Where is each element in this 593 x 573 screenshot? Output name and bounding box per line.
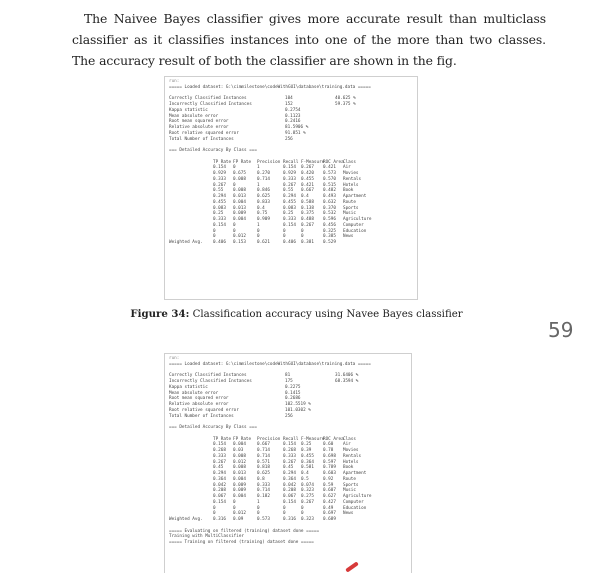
- summary-label: Root mean squared error: [169, 396, 229, 402]
- table-cell: 0.008: [233, 453, 246, 459]
- table-cell: 1: [257, 165, 260, 171]
- summary-value: 0.2686: [285, 396, 301, 402]
- summary-label: Incorrectly Classified Instances: [169, 379, 252, 384]
- summary-value: 101.0302 %: [285, 407, 311, 413]
- table-cell: 0: [213, 511, 216, 517]
- table-cell: 0: [283, 511, 286, 517]
- summary-label: Correctly Classified Instances: [169, 373, 247, 379]
- footer-line: ===== Training on filtered (training) dataset done =====: [169, 540, 314, 545]
- table-cell: 0.75: [257, 211, 268, 217]
- table-cell: 0.154: [283, 442, 296, 448]
- loaded-dataset-line: ===== Loaded dataset: G:\cimmilestone\codeWithGUI\database\training.data =====: [169, 84, 371, 90]
- table-cell: Agriculture: [343, 217, 372, 222]
- table-cell: 0.323: [301, 488, 314, 494]
- table-cell: 0.833: [257, 199, 270, 205]
- weighted-avg-cell: 0.316: [213, 517, 226, 522]
- table-cell: Hotels: [343, 459, 359, 465]
- table-cell: 0: [301, 228, 304, 234]
- column-header: F-Measure: [301, 159, 325, 165]
- table-cell: 0.154: [283, 499, 296, 505]
- column-header: FP Rate: [233, 159, 252, 165]
- table-cell: 0.154: [213, 442, 226, 448]
- table-cell: 0.597: [323, 459, 336, 465]
- table-cell: 1: [257, 499, 260, 505]
- weighted-avg-cell: 0.153: [233, 240, 246, 245]
- summary-label: Mean absolute error: [169, 113, 219, 119]
- table-cell: 0.267: [301, 222, 314, 228]
- table-cell: 0.012: [233, 459, 246, 465]
- table-cell: 0.009: [233, 211, 246, 217]
- table-cell: 0.4: [301, 194, 309, 199]
- table-cell: 0: [257, 234, 260, 240]
- table-cell: 0.154: [213, 222, 226, 228]
- table-cell: 0.55: [213, 188, 224, 194]
- summary-value: 0.1415: [285, 390, 301, 396]
- table-cell: 0.818: [257, 465, 270, 471]
- summary-value: 175: [285, 379, 293, 384]
- table-cell: Route: [343, 476, 356, 482]
- table-cell: 0.364: [301, 459, 314, 465]
- column-header: ROC Area: [323, 436, 344, 442]
- column-header: Class: [343, 159, 356, 165]
- table-cell: 0.268: [213, 448, 226, 453]
- summary-label: Incorrectly Classified Instances: [169, 102, 252, 107]
- column-header: TP Rate: [213, 436, 232, 442]
- table-cell: 0: [213, 228, 216, 234]
- table-cell: 0: [283, 234, 286, 240]
- column-header: Precision: [257, 436, 281, 442]
- footer-line: ===== Evaluating on filtered (training) dataset done =====: [169, 528, 320, 534]
- table-cell: 0.625: [257, 194, 270, 199]
- table-cell: 0.698: [323, 453, 336, 459]
- summary-label: Mean absolute error: [169, 390, 219, 396]
- table-cell: 0.909: [257, 217, 270, 222]
- table-cell: 0.364: [283, 476, 296, 482]
- table-cell: 0.493: [323, 194, 336, 199]
- table-cell: 0.581: [301, 465, 314, 471]
- table-cell: 0.929: [283, 171, 296, 176]
- column-header: Class: [343, 436, 356, 442]
- summary-value: 81.5906 %: [285, 125, 309, 130]
- table-cell: 0: [283, 505, 286, 511]
- table-cell: 0.008: [233, 465, 246, 471]
- table-cell: 0.004: [233, 442, 246, 448]
- table-cell: 0.92: [323, 476, 334, 482]
- table-cell: 0.013: [233, 194, 246, 199]
- table-cell: 1: [257, 222, 260, 228]
- table-cell: 0.675: [233, 171, 246, 176]
- table-cell: Music: [343, 488, 356, 494]
- summary-label: Root mean squared error: [169, 119, 229, 125]
- table-cell: 0.427: [323, 499, 336, 505]
- weighted-avg-cell: 0.323: [301, 517, 314, 522]
- weighted-avg-cell: 0.381: [301, 240, 314, 245]
- summary-label: Root relative squared error: [169, 407, 239, 413]
- table-cell: Apartment: [343, 471, 367, 476]
- table-cell: 0.25: [301, 442, 312, 448]
- table-cell: 0.714: [257, 448, 270, 453]
- table-cell: 0.455: [213, 199, 226, 205]
- summary-label: Kappa statistic: [169, 107, 208, 113]
- table-cell: 0.333: [257, 482, 270, 488]
- table-cell: 0.714: [257, 488, 270, 494]
- table-cell: Air: [343, 442, 351, 448]
- summary-percent: 68.3594 %: [335, 379, 359, 384]
- table-cell: 0.294: [283, 471, 296, 476]
- summary-value: 256: [285, 413, 293, 419]
- detail-title: === Detailed Accuracy By Class ===: [169, 425, 257, 430]
- table-cell: Computer: [343, 222, 364, 228]
- table-cell: 0.294: [283, 194, 296, 199]
- table-cell: Air: [343, 165, 351, 171]
- weka-output-screenshot-naive-bayes: [164, 76, 418, 300]
- table-cell: Computer: [343, 499, 364, 505]
- column-header: ROC Area: [323, 159, 344, 165]
- column-header: TP Rate: [213, 159, 232, 165]
- summary-value: 0.2754: [285, 107, 301, 113]
- weighted-avg-cell: 0.621: [257, 240, 270, 245]
- table-cell: 0.182: [257, 494, 270, 499]
- table-cell: 0.603: [323, 471, 336, 476]
- table-cell: 0.333: [213, 453, 226, 459]
- table-cell: 0: [257, 505, 260, 511]
- table-cell: 0.697: [323, 511, 336, 517]
- table-cell: 0.154: [283, 222, 296, 228]
- table-cell: 0.714: [257, 453, 270, 459]
- table-cell: 0.607: [323, 488, 336, 494]
- table-cell: 0.270: [257, 171, 270, 176]
- weighted-avg-cell: 0.529: [323, 240, 336, 245]
- column-header: Recall: [283, 436, 299, 442]
- table-cell: 0.004: [233, 199, 246, 205]
- weka-output-screenshot-multiclass: [164, 353, 412, 573]
- summary-value: 0.2275: [285, 384, 301, 390]
- table-cell: 0.570: [323, 176, 336, 182]
- column-header: Recall: [283, 159, 299, 165]
- table-cell: Sports: [343, 482, 359, 488]
- table-cell: 0.294: [213, 471, 226, 476]
- table-cell: 0.455: [301, 453, 314, 459]
- table-cell: Education: [343, 228, 367, 234]
- table-cell: 0.632: [323, 199, 336, 205]
- summary-value: 91.851 %: [285, 130, 306, 136]
- table-cell: Hotels: [343, 182, 359, 188]
- table-cell: Movies: [343, 171, 359, 176]
- summary-value: 152: [285, 102, 293, 107]
- table-cell: 0.333: [213, 217, 226, 222]
- table-cell: 0.154: [213, 499, 226, 505]
- table-cell: 0.596: [323, 217, 336, 222]
- table-cell: 0.013: [233, 205, 246, 211]
- table-cell: 0.267: [301, 165, 314, 171]
- table-cell: 0.929: [213, 171, 226, 176]
- table-cell: 0.138: [301, 205, 314, 211]
- summary-label: Total Number of Instances: [169, 413, 234, 419]
- table-cell: 0.455: [301, 176, 314, 182]
- table-cell: 0: [233, 182, 236, 188]
- table-cell: 0.370: [323, 205, 336, 211]
- table-cell: 0: [301, 234, 304, 240]
- table-cell: 0.333: [283, 453, 296, 459]
- table-cell: 0.421: [301, 182, 314, 188]
- table-cell: 0.013: [233, 471, 246, 476]
- table-cell: 0.573: [323, 171, 336, 176]
- table-cell: 0.042: [213, 482, 226, 488]
- table-cell: 0.375: [301, 211, 314, 217]
- detail-title: === Detailed Accuracy By Class ===: [169, 148, 257, 153]
- summary-label: Correctly Classified Instances: [169, 96, 247, 102]
- table-cell: 0.267: [283, 182, 296, 188]
- table-cell: 0: [213, 505, 216, 511]
- table-cell: 0.268: [283, 448, 296, 453]
- weighted-avg-cell: 0.406: [213, 240, 226, 245]
- table-cell: 0.488: [301, 217, 314, 222]
- table-cell: 0.03: [233, 448, 244, 453]
- table-cell: Music: [343, 211, 356, 217]
- table-cell: 0.846: [257, 188, 270, 194]
- table-cell: Rentals: [343, 176, 362, 182]
- loaded-dataset-line: ===== Loaded dataset: G:\cimmilestone\codeWithGUI\database\training.data =====: [169, 361, 371, 367]
- body-paragraph: The Naivee Bayes classifier gives more accurate result than multiclass classifier as it classifies instances into one of the more than two classes. The accuracy result of both the classifier are shown in the fig.: [72, 11, 546, 68]
- table-cell: Book: [343, 465, 354, 471]
- table-cell: 0.294: [213, 194, 226, 199]
- table-cell: 0: [213, 234, 216, 240]
- summary-label: Kappa statistic: [169, 384, 208, 390]
- table-cell: Agriculture: [343, 494, 372, 499]
- figure-caption-text: Classification accuracy using Navee Bayes classifier: [192, 309, 463, 320]
- weighted-avg-cell: 0.406: [283, 240, 296, 245]
- table-cell: 0.004: [233, 494, 246, 499]
- summary-value: 104: [285, 96, 293, 102]
- table-cell: 0.333: [283, 217, 296, 222]
- figure-caption: [0, 308, 593, 320]
- table-cell: 0.267: [213, 182, 226, 188]
- table-cell: 0: [233, 165, 236, 171]
- summary-value: 0.2416: [285, 119, 301, 125]
- summary-label: Relative absolute error: [169, 402, 229, 407]
- summary-label: Root relative squared error: [169, 130, 239, 136]
- table-cell: Book: [343, 188, 354, 194]
- table-cell: 0.008: [233, 188, 246, 194]
- table-cell: 0.208: [283, 488, 296, 494]
- run-label: run:: [169, 79, 180, 84]
- table-cell: 0.482: [323, 188, 336, 194]
- summary-percent: 31.6406 %: [335, 373, 359, 379]
- table-cell: 0.420: [301, 171, 314, 176]
- table-cell: 1: [257, 182, 260, 188]
- table-cell: 0: [283, 228, 286, 234]
- table-cell: 0: [233, 499, 236, 505]
- table-cell: 0.333: [213, 176, 226, 182]
- table-cell: Rentals: [343, 453, 362, 459]
- weighted-avg-cell: 0.573: [257, 517, 270, 522]
- table-cell: Education: [343, 505, 367, 511]
- table-cell: 0.78: [323, 448, 334, 453]
- table-cell: 0.4: [257, 205, 265, 211]
- table-cell: 0.074: [301, 482, 314, 488]
- weighted-avg-cell: 0.689: [323, 517, 336, 522]
- table-cell: 0.714: [257, 176, 270, 182]
- table-cell: 0.625: [257, 471, 270, 476]
- table-cell: 0.49: [323, 505, 334, 511]
- summary-percent: 59.375 %: [335, 102, 356, 107]
- table-cell: News: [343, 234, 354, 240]
- run-label: run:: [169, 356, 180, 361]
- figure-label: Figure 34:: [130, 308, 190, 320]
- table-cell: 0.009: [233, 482, 246, 488]
- table-cell: 0.008: [233, 176, 246, 182]
- table-cell: 0.45: [283, 465, 294, 471]
- table-cell: 0.455: [283, 199, 296, 205]
- weighted-avg-cell: 0.316: [283, 517, 296, 522]
- table-cell: 0.208: [213, 488, 226, 494]
- table-cell: 0: [301, 505, 304, 511]
- table-cell: 0: [257, 228, 260, 234]
- footer-line: Training with MultiClassifier: [169, 534, 245, 540]
- table-cell: 0.532: [323, 211, 336, 217]
- table-cell: 0.385: [323, 234, 336, 240]
- table-cell: 0.39: [301, 448, 312, 453]
- summary-value: 256: [285, 136, 293, 142]
- table-cell: Sports: [343, 205, 359, 211]
- table-cell: Movies: [343, 448, 359, 453]
- table-cell: 0: [301, 511, 304, 517]
- table-cell: 0.012: [233, 511, 246, 517]
- table-cell: 0.042: [283, 482, 296, 488]
- summary-value: 102.5519 %: [285, 402, 311, 407]
- table-cell: 0.515: [323, 182, 336, 188]
- table-cell: 0.25: [213, 211, 224, 217]
- table-cell: 0.456: [323, 222, 336, 228]
- table-cell: 0.4: [301, 471, 309, 476]
- table-cell: 0.154: [283, 165, 296, 171]
- page-number: 59: [548, 318, 574, 342]
- column-header: FP Rate: [233, 436, 252, 442]
- summary-value: 81: [285, 373, 291, 379]
- table-cell: 0.275: [301, 494, 314, 499]
- column-header: Precision: [257, 159, 281, 165]
- table-cell: 0.067: [213, 494, 226, 499]
- column-header: F-Measure: [301, 436, 325, 442]
- summary-value: 0.1123: [285, 113, 301, 119]
- table-cell: 0.627: [323, 494, 336, 499]
- table-cell: 0.012: [233, 234, 246, 240]
- table-cell: 0.667: [301, 188, 314, 194]
- table-cell: 0: [233, 505, 236, 511]
- table-cell: 0.45: [213, 465, 224, 471]
- table-cell: Route: [343, 199, 356, 205]
- table-cell: 0: [257, 511, 260, 517]
- table-cell: 0.5: [301, 476, 309, 482]
- table-cell: News: [343, 511, 354, 517]
- table-cell: 0.588: [301, 199, 314, 205]
- table-cell: 0: [233, 222, 236, 228]
- table-cell: 0.55: [283, 188, 294, 194]
- summary-label: Relative absolute error: [169, 125, 229, 130]
- table-cell: 0.59: [323, 482, 334, 488]
- weighted-avg-label: Weighted Avg.: [169, 517, 203, 522]
- table-cell: 0.667: [257, 442, 270, 448]
- table-cell: Apartment: [343, 194, 367, 199]
- table-cell: 0.267: [213, 459, 226, 465]
- table-cell: 0.421: [323, 165, 336, 171]
- weighted-avg-cell: 0.09: [233, 517, 244, 522]
- table-cell: 0.267: [283, 459, 296, 465]
- table-cell: 0.004: [233, 476, 246, 482]
- table-cell: 0.364: [213, 476, 226, 482]
- table-cell: 0.60: [323, 442, 334, 448]
- table-cell: 0.009: [233, 488, 246, 494]
- table-cell: 0.083: [213, 205, 226, 211]
- table-cell: 0.325: [323, 228, 336, 234]
- table-cell: 0.789: [323, 465, 336, 471]
- table-cell: 0.004: [233, 217, 246, 222]
- summary-percent: 40.625 %: [335, 96, 356, 102]
- summary-label: Total Number of Instances: [169, 136, 234, 142]
- table-cell: 0.8: [257, 476, 265, 482]
- table-cell: 0.083: [283, 205, 296, 211]
- table-cell: 0.571: [257, 459, 270, 465]
- table-cell: 0.25: [283, 211, 294, 217]
- table-cell: 0: [233, 228, 236, 234]
- table-cell: 0.267: [301, 499, 314, 505]
- table-cell: 0.154: [213, 165, 226, 171]
- table-cell: 0.333: [283, 176, 296, 182]
- table-cell: 0.067: [283, 494, 296, 499]
- weighted-avg-label: Weighted Avg.: [169, 240, 203, 245]
